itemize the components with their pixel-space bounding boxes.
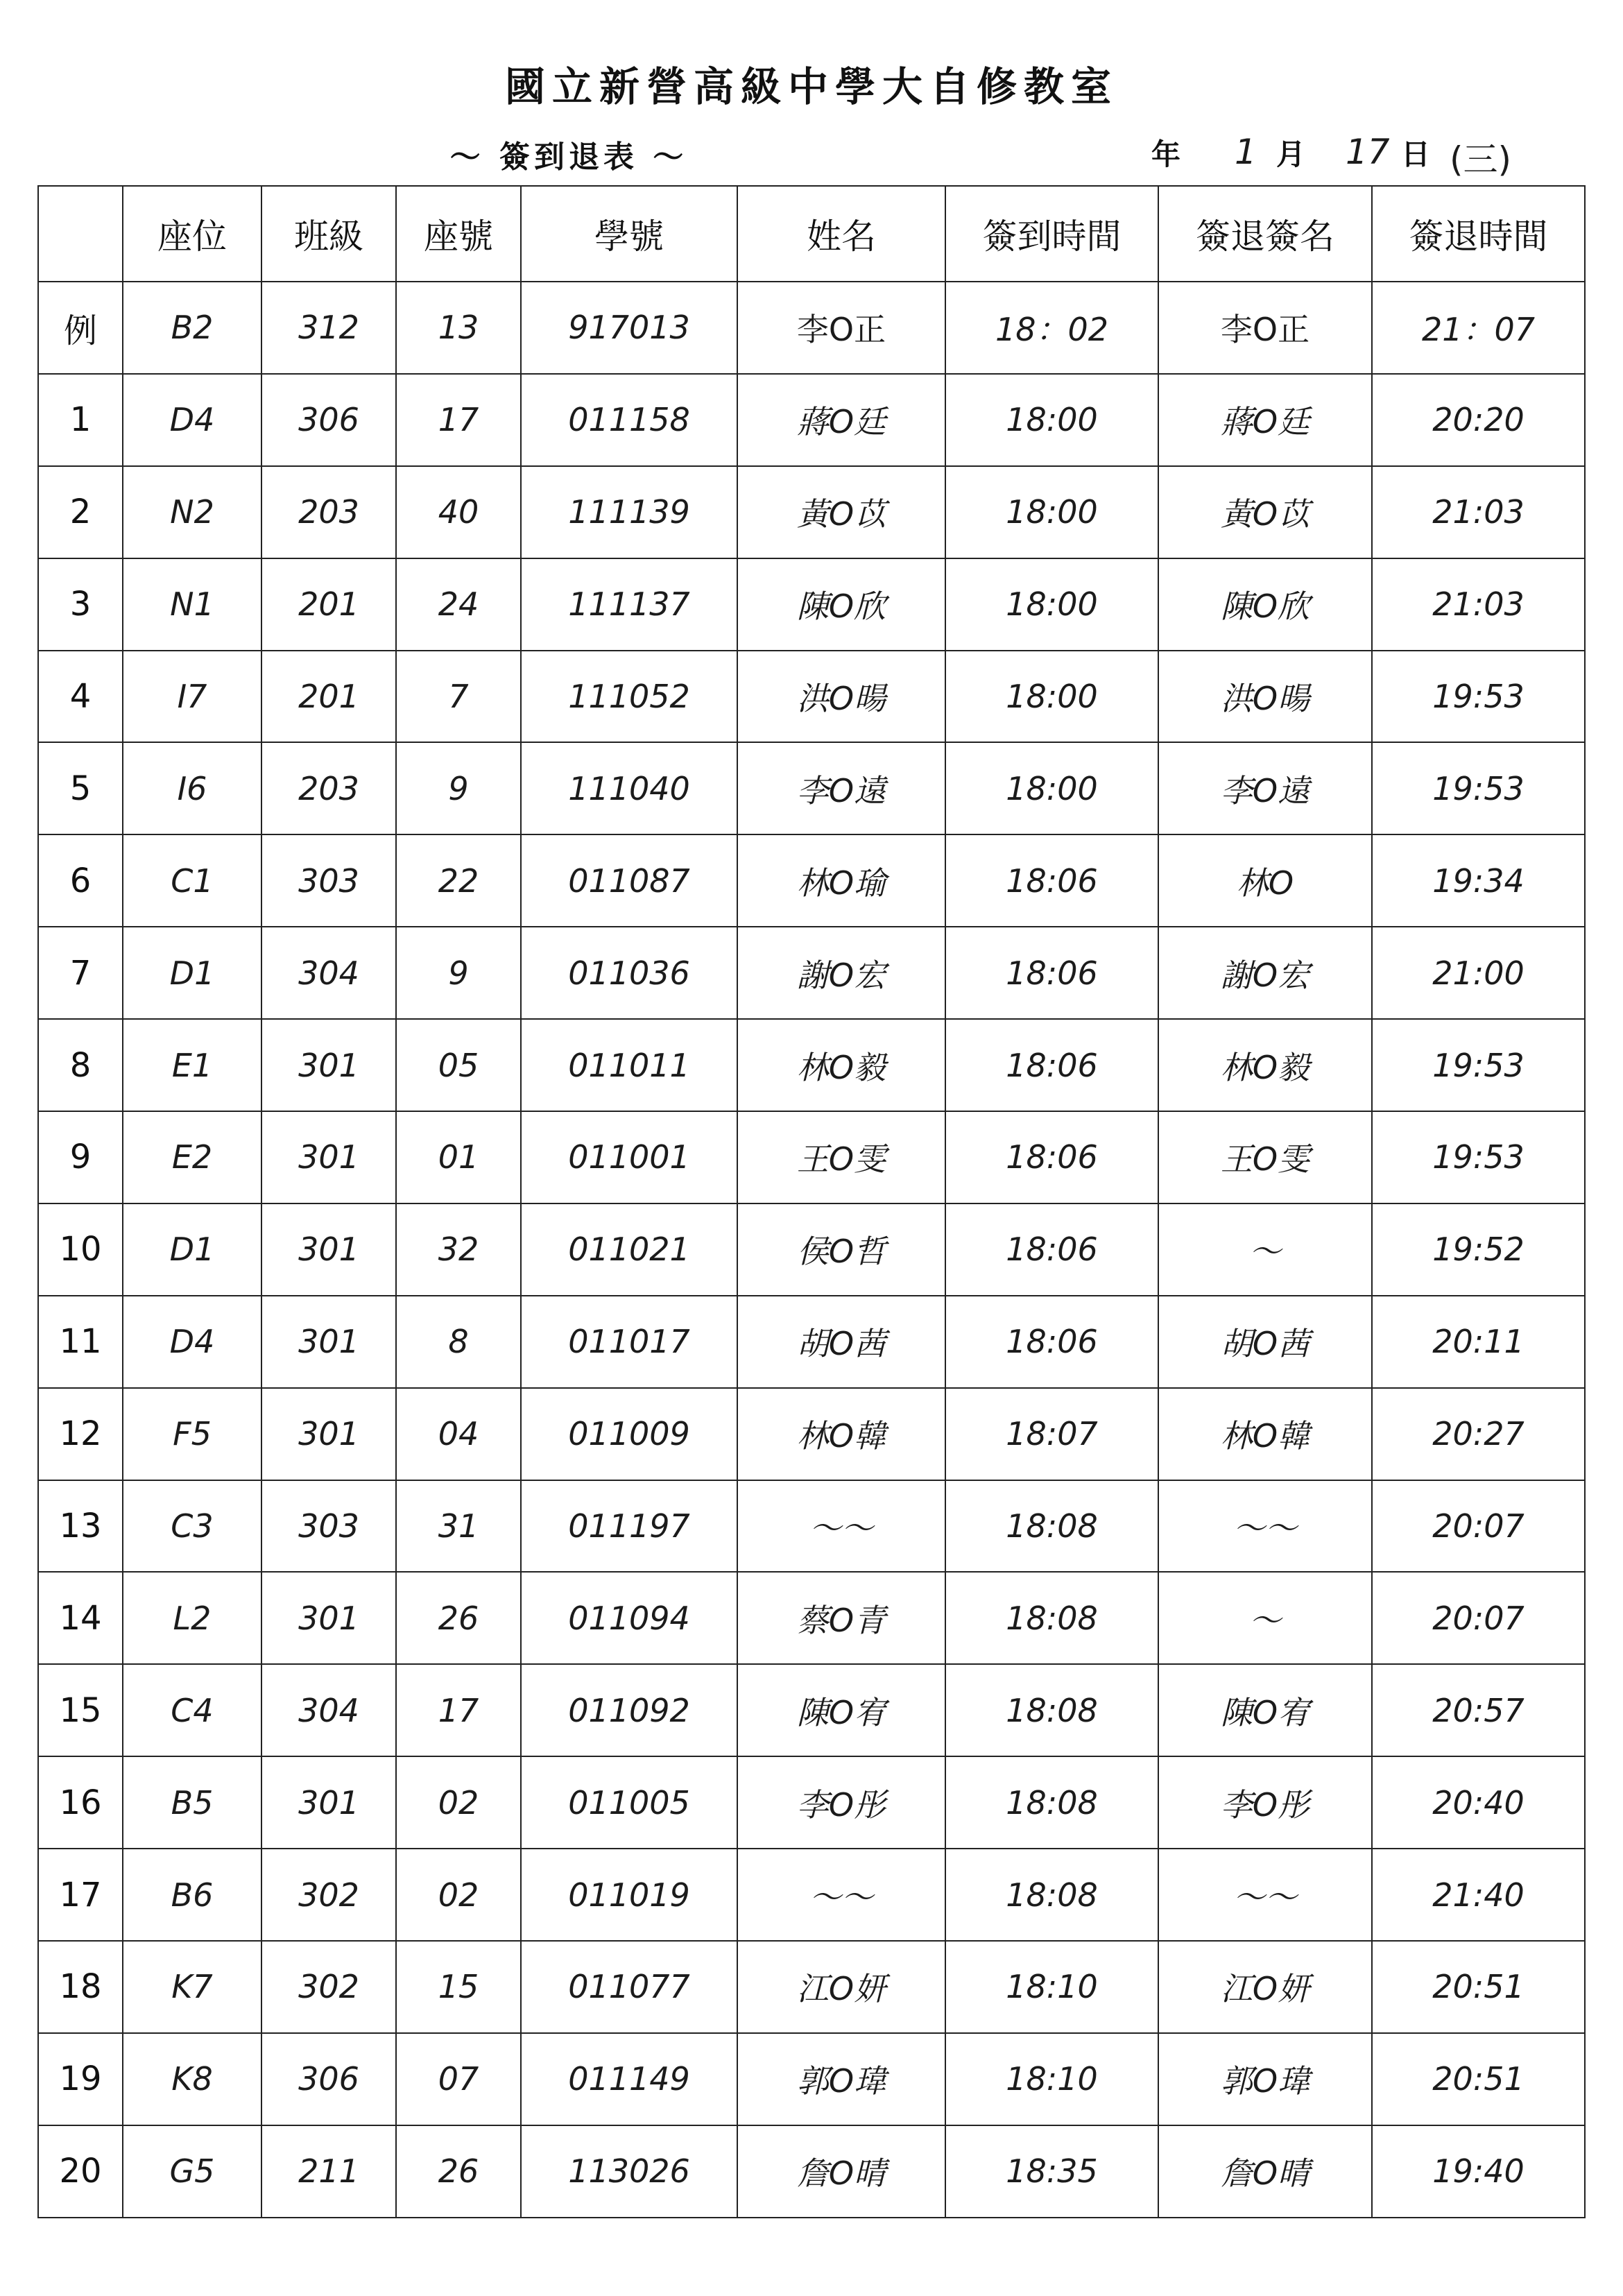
example-sign-out-name: 李O正 [1158, 282, 1372, 374]
row-number: 9 [396, 742, 521, 834]
row-sign-out: 19:34 [1372, 834, 1585, 927]
row-sign-in: 18:06 [945, 834, 1158, 927]
row-class: 301 [261, 1572, 396, 1664]
row-student-id: 011019 [521, 1849, 737, 1941]
row-sign-out-name: 洪O暘 [1158, 651, 1372, 743]
table-row [38, 834, 1585, 927]
row-student-id: 011087 [521, 834, 737, 927]
row-number: 04 [396, 1388, 521, 1480]
row-sign-in: 18:07 [945, 1388, 1158, 1480]
table-row [38, 1572, 1585, 1664]
header-class: 班級 [261, 186, 396, 282]
row-class: 306 [261, 2033, 396, 2125]
row-sign-in: 18:06 [945, 927, 1158, 1019]
row-student-id: 011005 [521, 1756, 737, 1849]
row-sign-out-name: 蔣O廷 [1158, 374, 1372, 466]
row-student-id: 011017 [521, 1296, 737, 1388]
row-sign-in: 18:08 [945, 1849, 1158, 1941]
example-sign-out: 21：07 [1372, 282, 1585, 374]
row-sign-out-name: 林O [1158, 834, 1372, 927]
row-index: 20 [38, 2125, 123, 2218]
row-index: 3 [38, 558, 123, 651]
row-sign-in: 18:08 [945, 1756, 1158, 1849]
row-index: 14 [38, 1572, 123, 1664]
example-row [38, 282, 1585, 374]
row-class: 301 [261, 1203, 396, 1296]
row-seat: G5 [123, 2125, 261, 2218]
row-sign-in: 18:06 [945, 1019, 1158, 1111]
table-row [38, 1480, 1585, 1573]
row-student-id: 011036 [521, 927, 737, 1019]
row-class: 211 [261, 2125, 396, 2218]
row-class: 203 [261, 742, 396, 834]
table-row [38, 1664, 1585, 1756]
row-sign-out: 20:07 [1372, 1572, 1585, 1664]
attendance-table [37, 185, 1586, 2218]
row-name: 王O雯 [737, 1111, 945, 1203]
row-name: 林O瑜 [737, 834, 945, 927]
row-class: 301 [261, 1111, 396, 1203]
row-sign-out: 20:27 [1372, 1388, 1585, 1480]
row-sign-out: 20:57 [1372, 1664, 1585, 1756]
row-class: 201 [261, 558, 396, 651]
example-student-id: 917013 [521, 282, 737, 374]
row-class: 301 [261, 1019, 396, 1111]
header-student-id: 學號 [521, 186, 737, 282]
table-row [38, 2033, 1585, 2125]
row-class: 302 [261, 1941, 396, 2033]
row-name: 江O妍 [737, 1941, 945, 2033]
row-sign-in: 18:10 [945, 1941, 1158, 2033]
header-index [38, 186, 123, 282]
table-row [38, 1111, 1585, 1203]
table-row [38, 466, 1585, 558]
row-index: 7 [38, 927, 123, 1019]
row-seat: E2 [123, 1111, 261, 1203]
row-sign-out: 19:53 [1372, 651, 1585, 743]
row-seat: B6 [123, 1849, 261, 1941]
table-row [38, 1756, 1585, 1849]
row-seat: D1 [123, 1203, 261, 1296]
row-index: 5 [38, 742, 123, 834]
header-sign-out-name: 簽退簽名 [1158, 186, 1372, 282]
row-student-id: 011092 [521, 1664, 737, 1756]
row-seat: B5 [123, 1756, 261, 1849]
header-seat: 座位 [123, 186, 261, 282]
header-sign-in: 簽到時間 [945, 186, 1158, 282]
table-row [38, 1203, 1585, 1296]
row-sign-in: 18:00 [945, 742, 1158, 834]
table-row [38, 1019, 1585, 1111]
row-sign-out: 19:53 [1372, 742, 1585, 834]
table-row [38, 1941, 1585, 2033]
row-class: 303 [261, 1480, 396, 1573]
table-row [38, 374, 1585, 466]
row-sign-out: 21:40 [1372, 1849, 1585, 1941]
row-sign-in: 18:06 [945, 1111, 1158, 1203]
row-sign-out-name: 李O遠 [1158, 742, 1372, 834]
row-sign-out-name: 林O毅 [1158, 1019, 1372, 1111]
row-number: 32 [396, 1203, 521, 1296]
header-number: 座號 [396, 186, 521, 282]
row-seat: K8 [123, 2033, 261, 2125]
row-number: 31 [396, 1480, 521, 1573]
row-number: 05 [396, 1019, 521, 1111]
row-sign-out: 21:03 [1372, 558, 1585, 651]
row-student-id: 011011 [521, 1019, 737, 1111]
row-index: 18 [38, 1941, 123, 2033]
row-number: 24 [396, 558, 521, 651]
row-index: 2 [38, 466, 123, 558]
month-value: 1 [1235, 132, 1257, 172]
row-number: 07 [396, 2033, 521, 2125]
row-sign-in: 18:06 [945, 1203, 1158, 1296]
row-number: 17 [396, 374, 521, 466]
row-index: 15 [38, 1664, 123, 1756]
row-number: 26 [396, 2125, 521, 2218]
row-name: 黃O苡 [737, 466, 945, 558]
row-sign-out-name: 〜 [1158, 1572, 1372, 1664]
row-number: 7 [396, 651, 521, 743]
row-name: 胡O茜 [737, 1296, 945, 1388]
row-student-id: 011021 [521, 1203, 737, 1296]
header-row [38, 186, 1585, 282]
row-seat: C4 [123, 1664, 261, 1756]
row-sign-out-name: 黃O苡 [1158, 466, 1372, 558]
row-sign-out: 20:07 [1372, 1480, 1585, 1573]
row-number: 17 [396, 1664, 521, 1756]
year-label: 年 [1151, 137, 1181, 171]
row-name: 陳O宥 [737, 1664, 945, 1756]
row-sign-out-name: 江O妍 [1158, 1941, 1372, 2033]
row-name: 蔣O廷 [737, 374, 945, 466]
row-sign-out-name: 胡O茜 [1158, 1296, 1372, 1388]
row-index: 9 [38, 1111, 123, 1203]
row-index: 16 [38, 1756, 123, 1849]
row-sign-out-name: 〜〜 [1158, 1849, 1372, 1941]
row-name: 林O毅 [737, 1019, 945, 1111]
row-number: 40 [396, 466, 521, 558]
example-number: 13 [396, 282, 521, 374]
row-seat: C1 [123, 834, 261, 927]
row-sign-in: 18:10 [945, 2033, 1158, 2125]
row-number: 01 [396, 1111, 521, 1203]
row-sign-out: 19:40 [1372, 2125, 1585, 2218]
row-sign-out-name: 陳O宥 [1158, 1664, 1372, 1756]
row-index: 19 [38, 2033, 123, 2125]
row-class: 302 [261, 1849, 396, 1941]
row-student-id: 011009 [521, 1388, 737, 1480]
table-row [38, 651, 1585, 743]
row-student-id: 111052 [521, 651, 737, 743]
example-class: 312 [261, 282, 396, 374]
row-student-id: 011094 [521, 1572, 737, 1664]
row-seat: L2 [123, 1572, 261, 1664]
row-seat: D4 [123, 374, 261, 466]
row-name: 郭O瑋 [737, 2033, 945, 2125]
row-class: 306 [261, 374, 396, 466]
row-seat: N2 [123, 466, 261, 558]
row-class: 201 [261, 651, 396, 743]
row-sign-out-name: 林O韓 [1158, 1388, 1372, 1480]
row-student-id: 011001 [521, 1111, 737, 1203]
row-seat: N1 [123, 558, 261, 651]
row-student-id: 011197 [521, 1480, 737, 1573]
example-sign-in: 18：02 [945, 282, 1158, 374]
row-class: 301 [261, 1296, 396, 1388]
row-sign-out: 21:03 [1372, 466, 1585, 558]
row-seat: I7 [123, 651, 261, 743]
row-class: 203 [261, 466, 396, 558]
row-student-id: 011149 [521, 2033, 737, 2125]
row-seat: D4 [123, 1296, 261, 1388]
row-sign-out-name: 詹O晴 [1158, 2125, 1372, 2218]
row-name: 〜〜 [737, 1849, 945, 1941]
row-number: 15 [396, 1941, 521, 2033]
row-index: 17 [38, 1849, 123, 1941]
row-name: 謝O宏 [737, 927, 945, 1019]
row-class: 301 [261, 1756, 396, 1849]
day-label: 日 [1401, 137, 1431, 171]
table-row [38, 1849, 1585, 1941]
row-name: 詹O晴 [737, 2125, 945, 2218]
row-student-id: 113026 [521, 2125, 737, 2218]
row-name: 蔡O青 [737, 1572, 945, 1664]
row-number: 9 [396, 927, 521, 1019]
row-sign-out: 19:53 [1372, 1111, 1585, 1203]
row-number: 22 [396, 834, 521, 927]
header-name: 姓名 [737, 186, 945, 282]
row-seat: C3 [123, 1480, 261, 1573]
row-index: 13 [38, 1480, 123, 1573]
row-name: 陳O欣 [737, 558, 945, 651]
row-sign-in: 18:08 [945, 1480, 1158, 1573]
row-sign-in: 18:08 [945, 1664, 1158, 1756]
row-sign-in: 18:00 [945, 374, 1158, 466]
row-class: 301 [261, 1388, 396, 1480]
row-sign-in: 18:00 [945, 558, 1158, 651]
row-seat: D1 [123, 927, 261, 1019]
row-index: 4 [38, 651, 123, 743]
page-subtitle: 〜 簽到退表 〜 [449, 139, 688, 175]
row-seat: I6 [123, 742, 261, 834]
row-class: 304 [261, 927, 396, 1019]
row-seat: E1 [123, 1019, 261, 1111]
row-sign-out-name: 陳O欣 [1158, 558, 1372, 651]
row-sign-out: 21:00 [1372, 927, 1585, 1019]
example-seat: B2 [123, 282, 261, 374]
row-student-id: 011158 [521, 374, 737, 466]
row-sign-out: 19:53 [1372, 1019, 1585, 1111]
row-sign-out-name: 王O雯 [1158, 1111, 1372, 1203]
row-sign-out: 20:51 [1372, 1941, 1585, 2033]
row-index: 10 [38, 1203, 123, 1296]
example-name: 李O正 [737, 282, 945, 374]
row-name: 李O遠 [737, 742, 945, 834]
month-label: 月 [1276, 137, 1306, 171]
row-student-id: 111139 [521, 466, 737, 558]
table-row [38, 2125, 1585, 2218]
table-row [38, 558, 1585, 651]
row-index: 6 [38, 834, 123, 927]
row-sign-out: 20:40 [1372, 1756, 1585, 1849]
table-row [38, 927, 1585, 1019]
row-index: 1 [38, 374, 123, 466]
row-number: 02 [396, 1849, 521, 1941]
example-label: 例 [38, 282, 123, 374]
row-number: 8 [396, 1296, 521, 1388]
row-sign-out-name: 〜 [1158, 1203, 1372, 1296]
row-sign-out: 20:20 [1372, 374, 1585, 466]
row-number: 02 [396, 1756, 521, 1849]
row-name: 林O韓 [737, 1388, 945, 1480]
row-sign-out-name: 〜〜 [1158, 1480, 1372, 1573]
table-row [38, 1296, 1585, 1388]
row-sign-in: 18:08 [945, 1572, 1158, 1664]
header-sign-out: 簽退時間 [1372, 186, 1585, 282]
row-sign-in: 18:00 [945, 466, 1158, 558]
row-sign-out-name: 謝O宏 [1158, 927, 1372, 1019]
row-sign-out: 20:51 [1372, 2033, 1585, 2125]
row-index: 11 [38, 1296, 123, 1388]
row-sign-out: 19:52 [1372, 1203, 1585, 1296]
row-sign-in: 18:35 [945, 2125, 1158, 2218]
row-seat: F5 [123, 1388, 261, 1480]
row-sign-out: 20:11 [1372, 1296, 1585, 1388]
row-index: 8 [38, 1019, 123, 1111]
row-student-id: 111137 [521, 558, 737, 651]
table-row [38, 742, 1585, 834]
row-sign-in: 18:00 [945, 651, 1158, 743]
row-number: 26 [396, 1572, 521, 1664]
row-name: 洪O暘 [737, 651, 945, 743]
row-class: 304 [261, 1664, 396, 1756]
row-seat: K7 [123, 1941, 261, 2033]
page-title: 國立新營高級中學大自修教室 [504, 63, 1118, 110]
day-value: 17 [1346, 132, 1390, 172]
row-name: 李O彤 [737, 1756, 945, 1849]
row-class: 303 [261, 834, 396, 927]
row-sign-out-name: 郭O瑋 [1158, 2033, 1372, 2125]
date-line [1151, 132, 1568, 180]
row-sign-in: 18:06 [945, 1296, 1158, 1388]
row-name: 侯O哲 [737, 1203, 945, 1296]
row-student-id: 111040 [521, 742, 737, 834]
row-index: 12 [38, 1388, 123, 1480]
row-name: 〜〜 [737, 1480, 945, 1573]
row-student-id: 011077 [521, 1941, 737, 2033]
row-sign-out-name: 李O彤 [1158, 1756, 1372, 1849]
table-row [38, 1388, 1585, 1480]
weekday-value: (三) [1450, 139, 1512, 180]
